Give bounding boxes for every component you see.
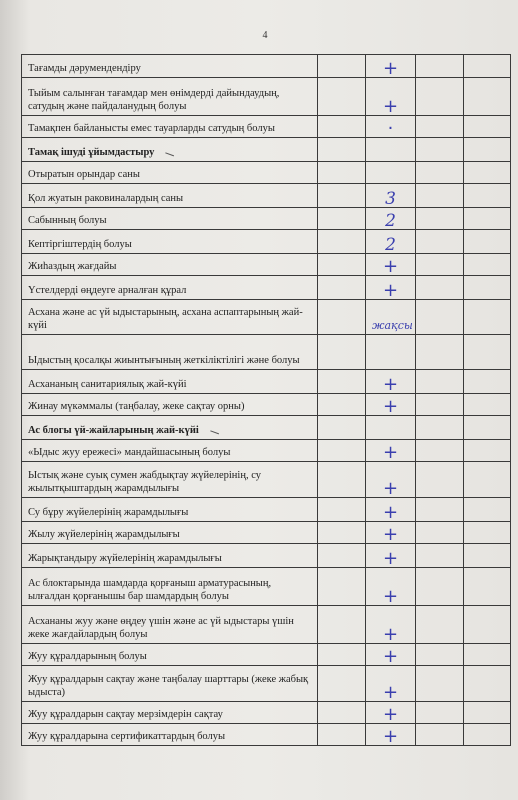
handwritten-mark-cell: + [366,522,416,544]
blank-cell [464,55,511,78]
blank-cell [318,522,366,544]
blank-cell [416,606,464,644]
criterion-label: Отыратын орындар саны [22,162,318,184]
pen-stroke-mark [210,425,221,434]
blank-cell [416,666,464,702]
blank-cell [416,416,464,440]
handwritten-mark-cell: + [366,394,416,416]
pen-stroke-mark [166,147,177,156]
blank-cell [464,644,511,666]
criterion-label: Үстелдерді өңдеуге арналған құрал [22,276,318,300]
handwritten-mark-cell: 3 [366,184,416,208]
blank-cell [464,230,511,254]
blank-cell [416,230,464,254]
blank-cell [416,702,464,724]
blank-cell [318,78,366,116]
handwritten-mark-cell: + [366,568,416,606]
criterion-label: Қол жуатын раковиналардың саны [22,184,318,208]
blank-cell [464,184,511,208]
table-row [22,498,511,522]
table-row [22,162,511,184]
criterion-label: Жуу құралдарының болуы [22,644,318,666]
blank-cell [416,644,464,666]
handwritten-mark-cell [366,335,416,370]
handwritten-mark-cell: + [366,724,416,746]
blank-cell [318,724,366,746]
blank-cell [416,370,464,394]
table-row [22,254,511,276]
blank-cell [416,544,464,568]
handwritten-mark-cell: + [366,276,416,300]
blank-cell [318,544,366,568]
handwritten-mark-cell: 2 [366,230,416,254]
section-title: Ас блогы үй-жайларының жай-күйі [22,416,318,440]
blank-cell [464,498,511,522]
handwritten-mark-cell: + [366,370,416,394]
blank-cell [318,276,366,300]
table-row [22,724,511,746]
table-row [22,300,511,335]
criterion-label: Жылу жүйелерінің жарамдылығы [22,522,318,544]
blank-cell [464,666,511,702]
blank-cell [464,568,511,606]
criterion-label: Жуу құралдарын сақтау мерзімдерін сақтау [22,702,318,724]
table-row [22,230,511,254]
criterion-label: Сабынның болуы [22,208,318,230]
blank-cell [318,162,366,184]
handwritten-mark-cell: + [366,606,416,644]
handwritten-mark-cell: + [366,254,416,276]
criterion-label: Жуу құралдарын сақтау және таңбалау шарттары (жеке жабық ыдыста) [22,666,318,702]
criterion-label: Жуу құралдарына сертификаттардың болуы [22,724,318,746]
blank-cell [416,522,464,544]
blank-cell [464,162,511,184]
table-row [22,606,511,644]
handwritten-mark-cell [366,138,416,162]
table-row [22,370,511,394]
handwritten-mark-cell [366,416,416,440]
criterion-label: Жарықтандыру жүйелерінің жарамдылығы [22,544,318,568]
criterion-label: Ыдыстың қосалқы жиынтығының жеткіліктілігі және болуы [22,335,318,370]
blank-cell [464,416,511,440]
blank-cell [416,335,464,370]
criterion-label: Тыйым салынған тағамдар мен өнімдерді дайындаудың, сатудың және пайдаланудың болуы [22,78,318,116]
table-row [22,644,511,666]
criterion-label: Тағамды дәрумендендіру [22,55,318,78]
blank-cell [464,138,511,162]
blank-cell [464,370,511,394]
blank-cell [318,370,366,394]
criterion-label: Су бұру жүйелерінің жарамдылығы [22,498,318,522]
handwritten-mark-cell: + [366,666,416,702]
table-row [22,544,511,568]
blank-cell [318,335,366,370]
section-header-row [22,416,511,440]
handwritten-mark-cell: + [366,498,416,522]
blank-cell [416,394,464,416]
blank-cell [416,462,464,498]
handwritten-mark-cell: + [366,440,416,462]
blank-cell [464,394,511,416]
blank-cell [464,78,511,116]
blank-cell [416,184,464,208]
blank-cell [464,702,511,724]
criterion-label: «Ыдыс жуу ережесі» мандайшасының болуы [22,440,318,462]
table-row [22,184,511,208]
blank-cell [318,498,366,522]
criterion-label: Ыстық және суық сумен жабдықтау жүйелерінің, су жылытқыштардың жарамдылығы [22,462,318,498]
criterion-label: Асхана және ас үй ыдыстарының, асхана аспаптарының жай-күйі [22,300,318,335]
table-row [22,78,511,116]
blank-cell [318,440,366,462]
table-row [22,335,511,370]
blank-cell [416,568,464,606]
criterion-label: Асхананы жуу және өңдеу үшін және ас үй ыдыстары үшін жеке жағдайлардың болуы [22,606,318,644]
blank-cell [318,462,366,498]
handwritten-mark-cell: + [366,78,416,116]
blank-cell [416,724,464,746]
inspection-table [21,54,511,746]
handwritten-mark-cell: 2 [366,208,416,230]
page-number: 4 [262,30,268,41]
table-row [22,440,511,462]
blank-cell [318,644,366,666]
blank-cell [318,116,366,138]
blank-cell [464,544,511,568]
blank-cell [464,440,511,462]
criterion-label: Кептіргіштердің болуы [22,230,318,254]
blank-cell [318,416,366,440]
table-row [22,55,511,78]
blank-cell [416,78,464,116]
handwritten-mark-cell: · [366,116,416,138]
table-row [22,462,511,498]
section-header-row [22,138,511,162]
handwritten-mark-cell: + [366,644,416,666]
table-row [22,522,511,544]
blank-cell [318,568,366,606]
criterion-label: Жинау мүкәммалы (таңбалау, жеке сақтау орны) [22,394,318,416]
blank-cell [464,724,511,746]
section-title: Тамақ ішуді ұйымдастыру [22,138,318,162]
blank-cell [416,276,464,300]
blank-cell [318,606,366,644]
blank-cell [416,498,464,522]
blank-cell [318,184,366,208]
blank-cell [416,55,464,78]
handwritten-mark-cell: + [366,702,416,724]
blank-cell [416,138,464,162]
blank-cell [464,335,511,370]
handwritten-mark-cell: + [366,544,416,568]
blank-cell [464,116,511,138]
blank-cell [318,300,366,335]
criterion-label: Асхананың санитариялық жай-күйі [22,370,318,394]
blank-cell [318,394,366,416]
blank-cell [416,162,464,184]
table-row [22,116,511,138]
criterion-label: Жиһаздың жағдайы [22,254,318,276]
table-row [22,666,511,702]
blank-cell [318,702,366,724]
handwritten-mark-cell: жақсы [366,300,416,335]
blank-cell [464,254,511,276]
blank-cell [318,138,366,162]
table-row [22,208,511,230]
table-row [22,394,511,416]
blank-cell [416,300,464,335]
blank-cell [318,666,366,702]
handwritten-mark-cell: + [366,462,416,498]
criterion-label: Ас блоктарында шамдарда қорғаныш арматурасының, ылғалдан қорғанышы бар шамдардың болуы [22,568,318,606]
blank-cell [416,440,464,462]
table-row [22,568,511,606]
blank-cell [318,230,366,254]
blank-cell [318,254,366,276]
table-row [22,276,511,300]
blank-cell [464,300,511,335]
blank-cell [416,116,464,138]
blank-cell [464,276,511,300]
blank-cell [464,462,511,498]
criterion-label: Тамақпен байланысты емес тауарларды сатудың болуы [22,116,318,138]
table-row [22,702,511,724]
blank-cell [416,208,464,230]
blank-cell [318,55,366,78]
handwritten-mark-cell: + [366,55,416,78]
blank-cell [464,522,511,544]
blank-cell [318,208,366,230]
blank-cell [416,254,464,276]
handwritten-mark-cell [366,162,416,184]
blank-cell [464,606,511,644]
blank-cell [464,208,511,230]
